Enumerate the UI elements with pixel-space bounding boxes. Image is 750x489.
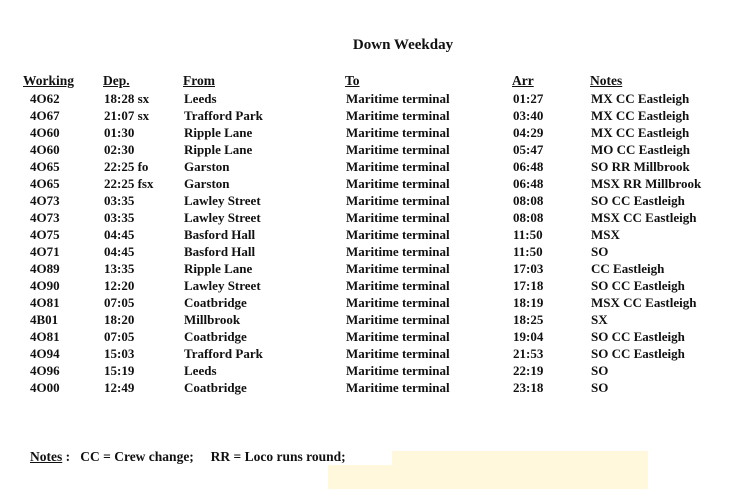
to-cell: Maritime terminal (346, 363, 450, 378)
arr-cell: 23:18 (513, 380, 544, 395)
from-cell: Garston (184, 159, 230, 174)
notes-legend (30, 449, 346, 465)
notes-text: CC = Crew change; RR = Loco runs round; (70, 449, 346, 464)
from-cell: Ripple Lane (184, 142, 253, 157)
arr-cell: 22:19 (513, 363, 544, 378)
arr-cell: 06:48 (513, 176, 544, 191)
working-cell: 4O00 (30, 380, 60, 395)
from-cell: Lawley Street (184, 193, 261, 208)
dep-cell: 18:20 (104, 312, 135, 327)
working-cell: 4O65 (30, 176, 60, 191)
to-cell: Maritime terminal (346, 159, 450, 174)
notes-cell: SO CC Eastleigh (591, 193, 685, 208)
working-cell: 4O89 (30, 261, 60, 276)
from-cell: Coatbridge (184, 329, 247, 344)
dep-cell: 12:49 (104, 380, 135, 395)
from-cell: Coatbridge (184, 295, 247, 310)
arr-cell: 03:40 (513, 108, 544, 123)
notes-cell: SO RR Millbrook (591, 159, 690, 174)
from-cell: Trafford Park (184, 108, 263, 123)
notes-cell: CC Eastleigh (591, 261, 665, 276)
table-row (0, 142, 750, 159)
from-cell: Basford Hall (184, 227, 256, 242)
dep-cell: 07:05 (104, 295, 135, 310)
working-cell: 4O75 (30, 227, 60, 242)
dep-cell: 22:25 fo (104, 159, 149, 174)
working-cell: 4O81 (30, 329, 60, 344)
to-cell: Maritime terminal (346, 295, 450, 310)
highlight-block-lower (328, 465, 648, 489)
notes-cell: MX CC Eastleigh (591, 91, 690, 106)
dep-cell: 04:45 (104, 244, 135, 259)
arr-cell: 11:50 (513, 244, 543, 259)
to-cell: Maritime terminal (346, 244, 450, 259)
to-cell: Maritime terminal (346, 108, 450, 123)
table-row (0, 346, 750, 363)
table-row (0, 227, 750, 244)
table-row (0, 295, 750, 312)
arr-cell: 08:08 (513, 193, 544, 208)
table-row (0, 108, 750, 125)
notes-cell: SO CC Eastleigh (591, 278, 685, 293)
from-cell: Ripple Lane (184, 125, 253, 140)
notes-cell: SX (591, 312, 608, 327)
from-cell: Lawley Street (184, 278, 261, 293)
to-cell: Maritime terminal (346, 176, 450, 191)
table-row (0, 278, 750, 295)
notes-cell: SO (591, 380, 609, 395)
highlight-block-upper (392, 451, 648, 465)
header-from: From (183, 73, 215, 88)
table-row (0, 159, 750, 176)
to-cell: Maritime terminal (346, 380, 450, 395)
notes-separator: : (62, 449, 71, 464)
from-cell: Leeds (184, 91, 217, 106)
from-cell: Basford Hall (184, 244, 256, 259)
working-cell: 4O60 (30, 125, 60, 140)
notes-cell: MX CC Eastleigh (591, 108, 690, 123)
to-cell: Maritime terminal (346, 278, 450, 293)
arr-cell: 17:18 (513, 278, 544, 293)
working-cell: 4O62 (30, 91, 60, 106)
header-notes: Notes (590, 73, 623, 88)
dep-cell: 03:35 (104, 193, 135, 208)
working-cell: 4O90 (30, 278, 60, 293)
arr-cell: 18:19 (513, 295, 544, 310)
table-row (0, 261, 750, 278)
working-cell: 4O81 (30, 295, 60, 310)
dep-cell: 15:19 (104, 363, 135, 378)
notes-cell: MO CC Eastleigh (591, 142, 690, 157)
notes-cell: MSX RR Millbrook (591, 176, 702, 191)
table-row (0, 312, 750, 329)
notes-cell: SO CC Eastleigh (591, 329, 685, 344)
header-dep: Dep. (103, 73, 130, 88)
dep-cell: 04:45 (104, 227, 135, 242)
table-row (0, 244, 750, 261)
to-cell: Maritime terminal (346, 261, 450, 276)
arr-cell: 17:03 (513, 261, 544, 276)
to-cell: Maritime terminal (346, 312, 450, 327)
dep-cell: 13:35 (104, 261, 135, 276)
notes-label: Notes (30, 449, 63, 464)
from-cell: Lawley Street (184, 210, 261, 225)
working-cell: 4O60 (30, 142, 60, 157)
page-title: Down Weekday (352, 37, 454, 53)
to-cell: Maritime terminal (346, 91, 450, 106)
working-cell: 4O96 (30, 363, 60, 378)
arr-cell: 08:08 (513, 210, 544, 225)
working-cell: 4O65 (30, 159, 60, 174)
arr-cell: 11:50 (513, 227, 543, 242)
dep-cell: 07:05 (104, 329, 135, 344)
dep-cell: 18:28 sx (104, 91, 150, 106)
table-row (0, 363, 750, 380)
from-cell: Leeds (184, 363, 217, 378)
notes-cell: MSX CC Eastleigh (591, 210, 697, 225)
to-cell: Maritime terminal (346, 125, 450, 140)
arr-cell: 04:29 (513, 125, 544, 140)
dep-cell: 21:07 sx (104, 108, 150, 123)
dep-cell: 12:20 (104, 278, 135, 293)
table-row (0, 210, 750, 227)
dep-cell: 15:03 (104, 346, 135, 361)
working-cell: 4O94 (30, 346, 60, 361)
from-cell: Trafford Park (184, 346, 263, 361)
working-cell: 4O67 (30, 108, 60, 123)
notes-cell: MSX (591, 227, 620, 242)
from-cell: Garston (184, 176, 230, 191)
to-cell: Maritime terminal (346, 193, 450, 208)
dep-cell: 01:30 (104, 125, 135, 140)
dep-cell: 22:25 fsx (104, 176, 154, 191)
working-cell: 4O73 (30, 193, 60, 208)
arr-cell: 05:47 (513, 142, 544, 157)
notes-cell: MX CC Eastleigh (591, 125, 690, 140)
dep-cell: 03:35 (104, 210, 135, 225)
header-working: Working (23, 73, 75, 88)
arr-cell: 06:48 (513, 159, 544, 174)
to-cell: Maritime terminal (346, 142, 450, 157)
table-row (0, 91, 750, 108)
working-cell: 4O71 (30, 244, 60, 259)
notes-cell: SO (591, 363, 609, 378)
notes-cell: MSX CC Eastleigh (591, 295, 697, 310)
table-row (0, 380, 750, 397)
notes-cell: SO CC Eastleigh (591, 346, 685, 361)
from-cell: Millbrook (184, 312, 241, 327)
arr-cell: 19:04 (513, 329, 544, 344)
from-cell: Coatbridge (184, 380, 247, 395)
table-row (0, 329, 750, 346)
header-arr: Arr (512, 73, 534, 88)
to-cell: Maritime terminal (346, 227, 450, 242)
arr-cell: 21:53 (513, 346, 544, 361)
arr-cell: 01:27 (513, 91, 544, 106)
to-cell: Maritime terminal (346, 210, 450, 225)
timetable-rows (0, 91, 750, 397)
dep-cell: 02:30 (104, 142, 135, 157)
header-to: To (345, 73, 360, 88)
to-cell: Maritime terminal (346, 329, 450, 344)
to-cell: Maritime terminal (346, 346, 450, 361)
table-row (0, 125, 750, 142)
table-row (0, 176, 750, 193)
table-row (0, 193, 750, 210)
arr-cell: 18:25 (513, 312, 544, 327)
working-cell: 4O73 (30, 210, 60, 225)
from-cell: Ripple Lane (184, 261, 253, 276)
working-cell: 4B01 (30, 312, 59, 327)
notes-cell: SO (591, 244, 609, 259)
